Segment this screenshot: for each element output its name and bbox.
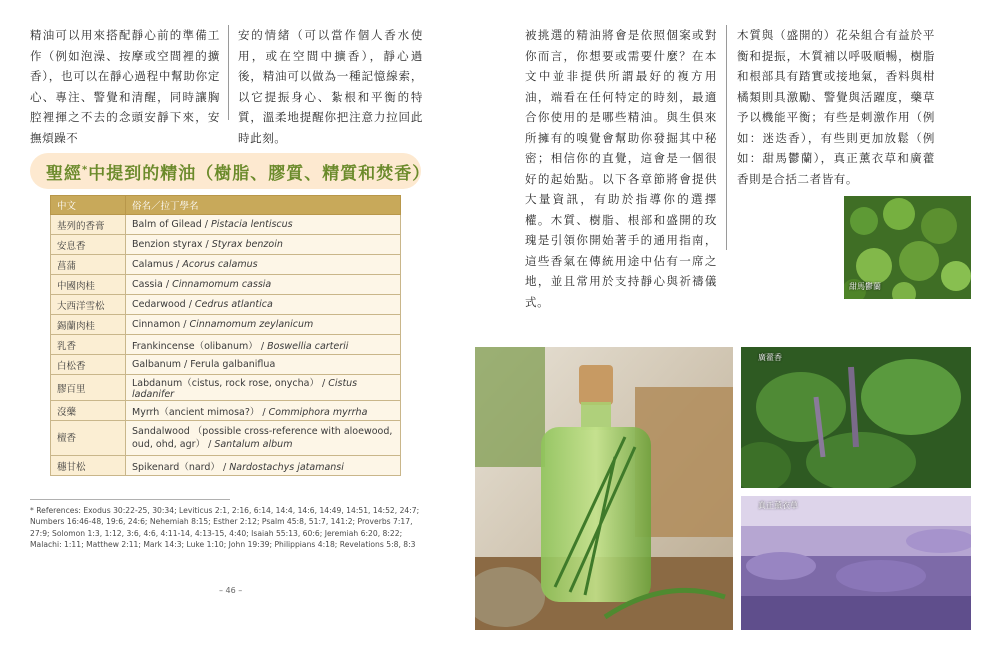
latin-name: Styrax benzoin <box>211 239 283 250</box>
latin-name: Nardostachys jatamansi <box>229 461 344 473</box>
latin-name: Cedrus atlantica <box>194 299 273 310</box>
cell-chinese-name: 沒藥 <box>51 401 126 421</box>
common-name: Myrrh（ancient mimosa?） <box>132 406 260 418</box>
column-divider-right <box>726 25 727 250</box>
table-row <box>51 401 401 421</box>
common-name: Benzion styrax <box>132 239 203 250</box>
table-row <box>51 275 401 295</box>
cell-chinese-name: 檀香 <box>51 421 126 456</box>
footnote-rule <box>30 499 230 500</box>
table-row <box>51 421 401 456</box>
table-row <box>51 315 401 335</box>
oil-bottle-photo <box>475 347 733 630</box>
cell-chinese-name: 膠百里 <box>51 375 126 401</box>
latin-name: Ferula galbaniflua <box>190 359 276 370</box>
right-body-column-1: 被挑選的精油將會是依照個案或對你而言，你想要或需要什麼？在本文中並非提供所謂最好的複方用油，端看在任何特定的時刻，最適合你使用的是哪些精油。與生俱來所擁有的嗅覺會幫助你發掘其中秘密；相信你的直覺，這會是一個很好的起始點。以下各章節將會提供大量資訊，有助於指導你的選擇權。木質、樹脂、根部和盛開的玫瑰是引領你開始著手的通用指南，這些香氣在傳統用途中佔有一席之地，並且常用於支持靜心與祈禱儀式。 <box>525 28 717 309</box>
cell-chinese-name: 乳香 <box>51 335 126 355</box>
common-name: Labdanum（cistus, rock rose, onycha） <box>132 378 319 389</box>
table-header-chinese: 中文 <box>51 196 126 215</box>
cell-chinese-name: 中國肉桂 <box>51 275 126 295</box>
cell-common-latin-name: Spikenard（nard） / Nardostachys jatamansi <box>126 456 401 476</box>
cell-common-latin-name: Sandalwood （possible cross-reference with aloewood, oud, ohd, agr） / Santalum album <box>126 421 401 456</box>
common-name: Cassia <box>132 279 163 290</box>
table-row <box>51 355 401 375</box>
cell-chinese-name: 穗甘松 <box>51 456 126 476</box>
table-row <box>51 215 401 235</box>
common-name: Frankincense（olibanum） <box>132 340 258 352</box>
page-number: – 46 – <box>219 586 243 595</box>
left-body-column-2: 安的情緒（可以當作個人香水使用，或在空間中擴香），靜心過後，精油可以做為一種記憶線索，以它提振身心、紮根和平衡的特質，溫柔地提醒你把注意力拉回此時此刻。 <box>238 28 423 145</box>
table-row <box>51 456 401 476</box>
herb-caption: 甜馬鬱蘭 <box>849 282 881 291</box>
table-row <box>51 335 401 355</box>
section-heading: 聖經*中提到的精油（樹脂、膠質、精質和焚香） <box>46 164 431 184</box>
latin-name: Cistus ladanifer <box>132 378 358 400</box>
column-divider <box>228 25 229 120</box>
table-row <box>51 255 401 275</box>
cell-chinese-name: 大西洋雪松 <box>51 295 126 315</box>
cell-common-latin-name: Cinnamon / Cinnamomum zeylanicum <box>126 315 401 335</box>
latin-name: Commiphora myrrha <box>268 406 368 418</box>
cell-common-latin-name: Frankincense（olibanum） / Boswellia carterii <box>126 335 401 355</box>
table-row <box>51 375 401 401</box>
common-name: Balm of Gilead <box>132 219 202 230</box>
common-name: Spikenard（nard） <box>132 461 220 473</box>
table-row <box>51 295 401 315</box>
cell-chinese-name: 基列的香膏 <box>51 215 126 235</box>
latin-name: Boswellia carterii <box>267 340 349 352</box>
latin-name: Santalum album <box>214 439 293 450</box>
cell-chinese-name: 錫蘭肉桂 <box>51 315 126 335</box>
right-body-column-2: 木質與（盛開的）花朵組合有益於平衡和提振，木質補以呼吸順暢，樹脂和根部具有踏實或接地氣，香料與柑橘類則具激勵、警覺與活躍度，藥草予以機能平衡；有些是刺激作用（例如：迷迭香），有些則更加放鬆（例如：甜馬鬱蘭），真正薰衣草和廣藿香則是合括二者皆有。 <box>737 28 935 186</box>
table-header-names: 俗名／拉丁學名 <box>126 196 401 215</box>
common-name: Calamus <box>132 259 174 270</box>
common-name: Sandalwood （possible cross-reference with aloewood, oud, ohd, agr） <box>132 426 393 450</box>
references-footnote: * References: Exodus 30:22-25, 30:34; Leviticus 2:1, 2:16, 6:14, 14:4, 14:6, 14:49, 14:51, 14:52, 24:7; Numbers 16:46-48, 19:6, 24:6; Nehemiah 8:15; Esther 2:12; Psalm 45:8, 51:7, 141:2; Proverbs 7:17, 27:9; Solomon 1:3, 1:12, 3:6, 4:6, 4:11-14, 4:13-15, 4:40; Isaiah 55:13, 60:6; Jeremiah 6:20, 8:22; Malachi: 1:11; Matthew 2:11; Mark 14:3; Luke 1:10; John 19:39; Philippians 4:18; Revelations 5:8, 8:3 <box>30 506 420 550</box>
lavender-caption: 真正薰衣草 <box>758 501 798 510</box>
cell-chinese-name: 白松香 <box>51 355 126 375</box>
left-body-column-1: 精油可以用來搭配靜心前的準備工作（例如泡澡、按摩或空間裡的擴香），也可以在靜心過程中幫助你定心、專注、警覺和清醒，同時讓胸腔裡揮之不去的念頭安靜下來，安撫煩躁不 <box>30 28 220 145</box>
cell-common-latin-name: Galbanum / Ferula galbaniflua <box>126 355 401 375</box>
cell-common-latin-name: Cedarwood / Cedrus atlantica <box>126 295 401 315</box>
cell-common-latin-name: Cassia / Cinnamomum cassia <box>126 275 401 295</box>
latin-name: Cinnamomum cassia <box>172 279 272 290</box>
lavender-photo <box>741 496 971 630</box>
common-name: Cinnamon <box>132 319 181 330</box>
cell-chinese-name: 安息香 <box>51 235 126 255</box>
cell-common-latin-name: Calamus / Acorus calamus <box>126 255 401 275</box>
common-name: Cedarwood <box>132 299 186 310</box>
cell-common-latin-name: Labdanum（cistus, rock rose, onycha） / Cistus ladanifer <box>126 375 401 401</box>
oils-table <box>50 195 401 476</box>
patchouli-caption: 廣藿香 <box>758 353 782 362</box>
cell-common-latin-name: Balm of Gilead / Pistacia lentiscus <box>126 215 401 235</box>
cell-common-latin-name: Myrrh（ancient mimosa?） / Commiphora myrrha <box>126 401 401 421</box>
patchouli-photo <box>741 347 971 488</box>
common-name: Galbanum <box>132 359 181 370</box>
cell-chinese-name: 菖蒲 <box>51 255 126 275</box>
table-row <box>51 235 401 255</box>
latin-name: Cinnamomum zeylanicum <box>189 319 314 330</box>
cell-common-latin-name: Benzion styrax / Styrax benzoin <box>126 235 401 255</box>
latin-name: Pistacia lentiscus <box>211 219 293 230</box>
latin-name: Acorus calamus <box>182 259 258 270</box>
